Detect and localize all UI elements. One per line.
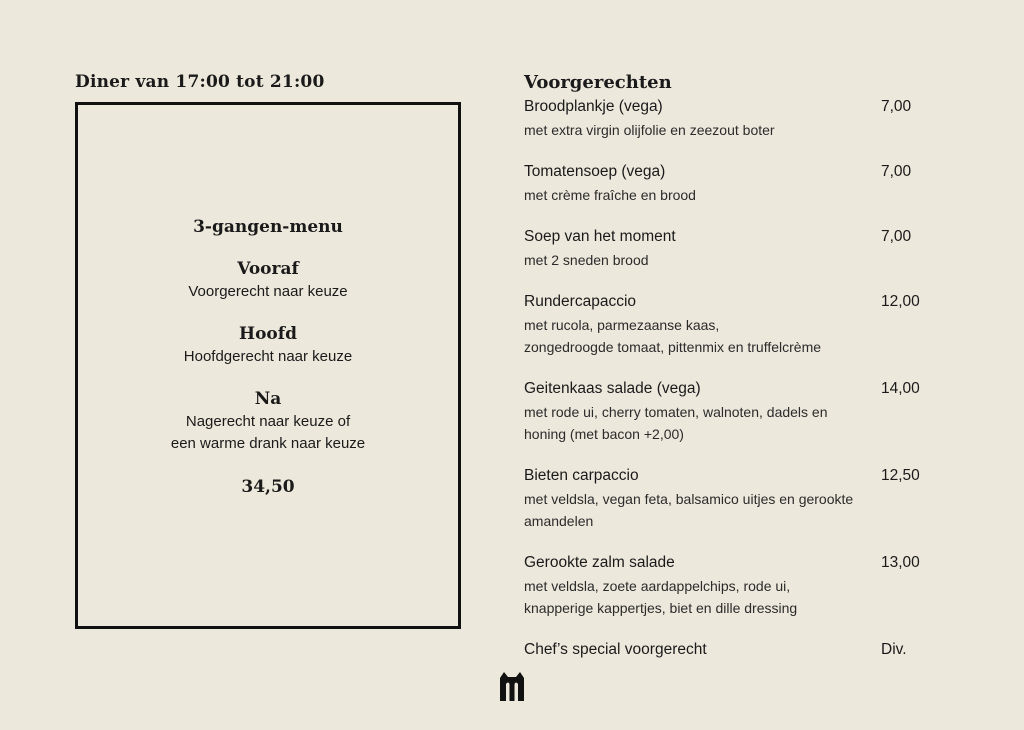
course-description-line: een warme drank naar keuze (170, 435, 366, 452)
item-name: Broodplankje (vega) (524, 98, 663, 115)
item-name: Tomatensoep (vega) (524, 163, 666, 180)
menu-item (524, 227, 924, 271)
item-description-line: met veldsla, zoete aardappelchips, rode ui, (524, 578, 791, 594)
item-price: 13,00 (881, 554, 920, 571)
starters-section-title: Voorgerechten (524, 72, 672, 93)
item-price: 12,00 (881, 293, 920, 310)
course-description-line: Nagerecht naar keuze of (185, 413, 351, 430)
item-description-line: met crème fraîche en brood (524, 187, 696, 203)
item-description-line: amandelen (524, 513, 594, 529)
menu-item (524, 292, 924, 358)
course-name: Hoofd (239, 324, 297, 344)
menu-item (524, 553, 924, 619)
item-name: Bieten carpaccio (524, 467, 639, 484)
item-price: 12,50 (881, 467, 920, 484)
menu-item (524, 97, 924, 141)
item-description (524, 401, 886, 445)
course-description (78, 346, 458, 368)
item-description (524, 119, 886, 141)
course-description (78, 281, 458, 303)
course-hoofd (78, 324, 458, 368)
menu-item (524, 162, 924, 206)
item-description (524, 249, 886, 271)
item-description-line: honing (met bacon +2,00) (524, 426, 684, 442)
course-description-line: Voorgerecht naar keuze (188, 283, 348, 300)
three-course-menu-heading: 3-gangen-menu (193, 217, 343, 237)
three-course-menu-box (75, 102, 461, 629)
item-description (524, 575, 886, 619)
item-price: Div. (881, 641, 907, 658)
menu-item (524, 640, 924, 660)
item-price: 7,00 (881, 98, 912, 115)
item-description-line: met rode ui, cherry tomaten, walnoten, dadels en (524, 404, 828, 420)
menu-price: 34,50 (241, 477, 295, 497)
item-description-line: met extra virgin olijfolie en zeezout boter (524, 122, 775, 138)
item-description (524, 488, 886, 532)
course-description-line: Hoofdgerecht naar keuze (183, 348, 353, 365)
item-description (524, 184, 886, 206)
item-description-line: zongedroogde tomaat, pittenmix en truffelcrème (524, 339, 822, 355)
item-description-line: knapperige kappertjes, biet en dille dressing (524, 600, 798, 616)
course-na (78, 389, 458, 455)
item-description-line: met veldsla, vegan feta, balsamico uitjes en gerookte (524, 491, 854, 507)
course-vooraf (78, 259, 458, 303)
course-description (78, 411, 458, 455)
item-name: Geitenkaas salade (vega) (524, 380, 701, 397)
course-name: Na (254, 389, 282, 409)
dinner-hours-title: Diner van 17:00 tot 21:00 (75, 72, 325, 92)
menu-item (524, 379, 924, 445)
item-description (524, 314, 886, 358)
course-name: Vooraf (237, 259, 299, 279)
cat-logo-icon (498, 670, 526, 702)
item-price: 7,00 (881, 228, 912, 245)
item-description-line: met rucola, parmezaanse kaas, (524, 317, 720, 333)
item-name: Rundercapaccio (524, 293, 637, 310)
item-name: Soep van het moment (524, 228, 676, 245)
item-name: Chef’s special voorgerecht (524, 641, 707, 658)
menu-item (524, 466, 924, 532)
item-price: 14,00 (881, 380, 920, 397)
item-price: 7,00 (881, 163, 912, 180)
item-description-line: met 2 sneden brood (524, 252, 649, 268)
item-name: Gerookte zalm salade (524, 554, 675, 571)
